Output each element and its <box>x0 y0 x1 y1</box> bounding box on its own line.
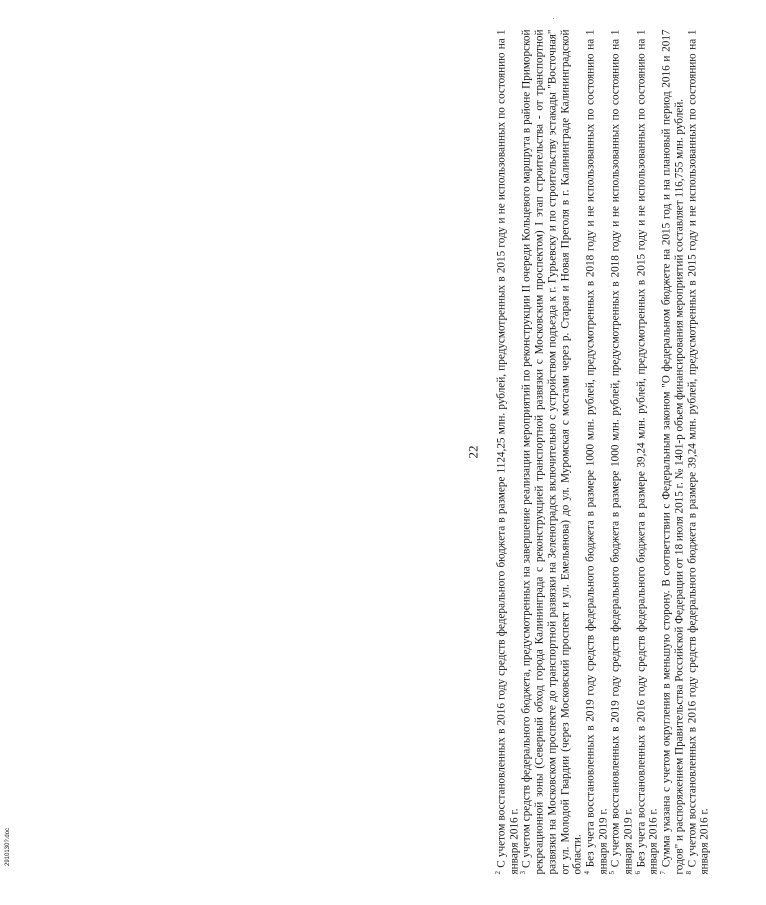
footnote-6 <box>635 30 660 875</box>
footnote-5 <box>610 30 635 875</box>
footnote-marker: 8 <box>684 871 693 875</box>
footnote-marker: 7 <box>658 871 667 875</box>
footnote-text: Сумма указана с учетом округления в меньшую сторону. В соответствии с Федеральным законом "О федеральном бюджете на 2015 год и на плановый период 2016 и 2017 годов" и распоряжением Правительства Российской Федерации от 18 июля 2015 г. № 1401-р объем финансирования мероприятий составляет 116,755 млн. рублей. <box>660 29 686 875</box>
page-number: 22 <box>465 445 481 459</box>
footnote-text: Без учета восстановленных в 2019 году средств федерального бюджета в размере 1000 млн. рублей, предусмотренных в 2018 году и не использованных по состоянию на 1 января 2019 г. <box>584 29 610 875</box>
footnote-marker: 5 <box>608 871 617 875</box>
footnote-marker: 4 <box>582 871 591 875</box>
footnotes-block <box>493 29 712 875</box>
footnote-3 <box>521 30 585 875</box>
scan-speck <box>553 18 554 19</box>
footnote-4 <box>584 30 609 875</box>
footnote-text: С учетом средств федерального бюджета, предусмотренных на завершение реализации мероприятий по реконструкции II очереди Кольцевого маршрута в районе Приморской рекреационной зоны (Северный обход города Калининграда с реконструкцией транспортной развязки с Московским проспектом) I этап строительства - от транспортной развязки на Московском проспекте до транспортной развязки на Зеленоградск включительно с устройством подъезда к г. Гурьевску и по строительству эстакады "Восточная" от ул. Молодой Гвардии (через Московский проспект и ул. Емельянова) до ул. Муромская с мостами через р. Старая и Новая Преголя в г. Калининграде Калининградской области. <box>520 29 584 875</box>
footnote-7 <box>658 29 686 875</box>
footnote-text: С учетом восстановленных в 2016 году средств федерального бюджета в размере 39,24 млн. рублей, предусмотренных в 2015 году и не использованных по состоянию на 1 января 2016 г. <box>686 29 711 875</box>
footnote-marker: 6 <box>633 871 642 875</box>
footnote-text: С учетом восстановленных в 2019 году средств федерального бюджета в размере 1000 млн. рублей, предусмотренных в 2018 году и не использованных по состоянию на 1 января 2019 г. <box>609 29 635 875</box>
rotated-content <box>466 30 766 875</box>
document-id: 2910130?.doc <box>5 827 11 866</box>
footnote-text: С учетом восстановленных в 2016 году средств федерального бюджета в размере 1124,25 млн. рублей, предусмотренных в 2015 году и не использованных по состоянию на 1 января 2016 г. <box>495 29 521 875</box>
footnote-8 <box>686 30 711 875</box>
footnote-2 <box>493 29 521 875</box>
footnote-marker: 2 <box>493 871 502 875</box>
footnote-text: Без учета восстановленных в 2016 году средств федерального бюджета в размере 39,24 млн. рублей, предусмотренных в 2015 году и не использованных по состоянию на 1 января 2016 г. <box>635 29 660 875</box>
footnote-marker: 3 <box>519 871 528 875</box>
